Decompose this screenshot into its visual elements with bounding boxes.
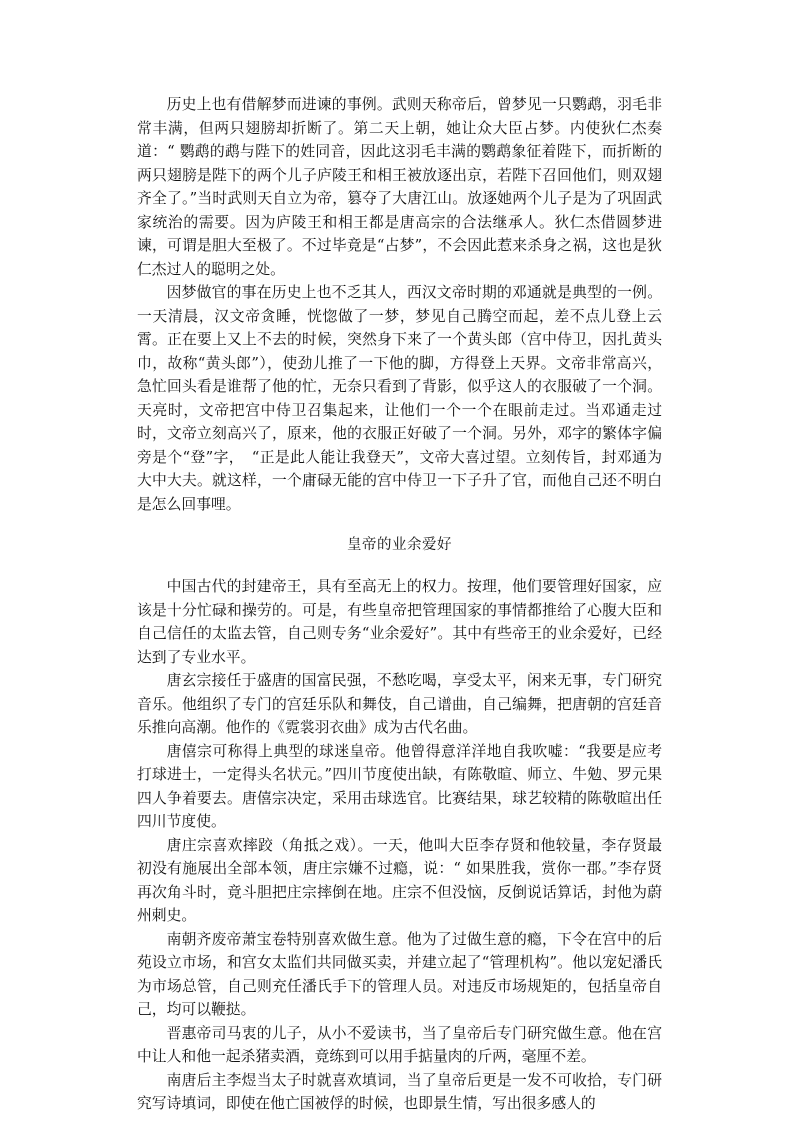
paragraph-jin-huidi: 晋惠帝司马衷的儿子，从小不爱读书，当了皇帝后专门研究做生意。他在宫中让人和他一起杀猪卖酒，竟练到可以用手掂量肉的斤两，毫厘不差。 bbox=[137, 1024, 662, 1065]
paragraph-tang-xizong: 唐僖宗可称得上典型的球迷皇帝。他曾得意洋洋地自我吹嘘：“我要是应考打球进士，一定得头名状元。”四川节度使出缺，有陈敬暄、师立、牛勉、罗元果四人争着要去。唐僖宗决定，采用击球选官。比赛结果，球艺较精的陈敬暄出任四川节度使。 bbox=[137, 742, 662, 830]
section-title: 皇帝的业余爱好 bbox=[347, 537, 452, 553]
paragraph-intro-hobbies: 中国古代的封建帝王，具有至高无上的权力。按理，他们要管理好国家，应该是十分忙碌和操劳的。可是，有些皇帝把管理国家的事情都推给了心腹大臣和自己信任的太监去管，自己则专务“业余爱好”。其中有些帝王的业余爱好，已经达到了专业水平。 bbox=[137, 578, 662, 666]
document-page bbox=[137, 93, 662, 1116]
paragraph-li-yu: 南唐后主李煜当太子时就喜欢填词，当了皇帝后更是一发不可收拾，专门研究写诗填词，即使在他亡国被俘的时候，也即景生情，写出很多感人的 bbox=[137, 1071, 662, 1112]
paragraph-dream-remonstrance: 历史上也有借解梦而进谏的事例。武则天称帝后，曾梦见一只鹦鹉，羽毛非常丰满，但两只翅膀却折断了。第二天上朝，她让众大臣占梦。内使狄仁杰奏道：“ 鹦鹉的鹉与陛下的姓同音，因此这羽毛丰满的鹦鹉象征着陛下，而折断的两只翅膀是陛下的两个儿子庐陵王和相王被放逐出京，若陛下召回他们，则双翅齐全了。”当时武则天自立为帝，篡夺了大唐江山。放逐她两个儿子是为了巩固武家统治的需要。因为庐陵王和相王都是唐高宗的合法继承人。狄仁杰借圆梦进谏，可谓是胆大至极了。不过毕竟是“占梦”，不会因此惹来杀身之祸，这也是狄仁杰过人的聪明之处。 bbox=[137, 96, 662, 278]
paragraph-tang-zhuangzong: 唐庄宗喜欢摔跤（角抵之戏）。一天，他叫大臣李存贤和他较量，李存贤最初没有施展出全部本领，唐庄宗嫌不过瘾，说：“ 如果胜我，赏你一郡。”李存贤再次角斗时，竟斗胆把庄宗摔倒在地。庄宗不但没恼，反倒说话算话，封他为蔚州刺史。 bbox=[137, 836, 662, 924]
paragraph-xiao-baojuan: 南朝齐废帝萧宝卷特别喜欢做生意。他为了过做生意的瘾，下令在宫中的后苑设立市场，和宫女太监们共同做买卖，并建立起了“管理机构”。他以宠妃潘氏为市场总管，自己则充任潘氏手下的管理人员。对违反市场规矩的，包括皇帝自己，均可以鞭挞。 bbox=[137, 930, 662, 1018]
paragraph-tang-xuanzong: 唐玄宗接任于盛唐的国富民强，不愁吃喝，享受太平，闲来无事，专门研究音乐。他组织了专门的宫廷乐队和舞伎，自己谱曲，自己编舞，把唐朝的宫廷音乐推向高潮。他作的《霓裳羽衣曲》成为古代名曲。 bbox=[137, 672, 662, 736]
paragraph-deng-tong: 因梦做官的事在历史上也不乏其人，西汉文帝时期的邓通就是典型的一例。一天清晨，汉文帝贪睡，恍惚做了一梦，梦见自己腾空而起，差不点儿登上云霄。正在要上又上不去的时候，突然身下来了一个黄头郎（宫中侍卫，因扎黄头巾，故称“黄头郎”），使劲儿推了一下他的脚，方得登上天界。文帝非常高兴，急忙回头看是谁帮了他的忙，无奈只看到了背影，似乎这人的衣服破了一个洞。天亮时，文帝把宫中侍卫召集起来，让他们一个一个在眼前走过。当邓通走过时，文帝立刻高兴了，原来，他的衣服正好破了一个洞。另外，邓字的繁体字偏旁是个“登”字， “正是此人能让我登天”，文帝大喜过望。立刻传旨，封邓通为大中大夫。就这样，一个庸碌无能的宫中侍卫一下子升了官，而他自己还不明白是怎么回事哩。 bbox=[137, 284, 662, 513]
